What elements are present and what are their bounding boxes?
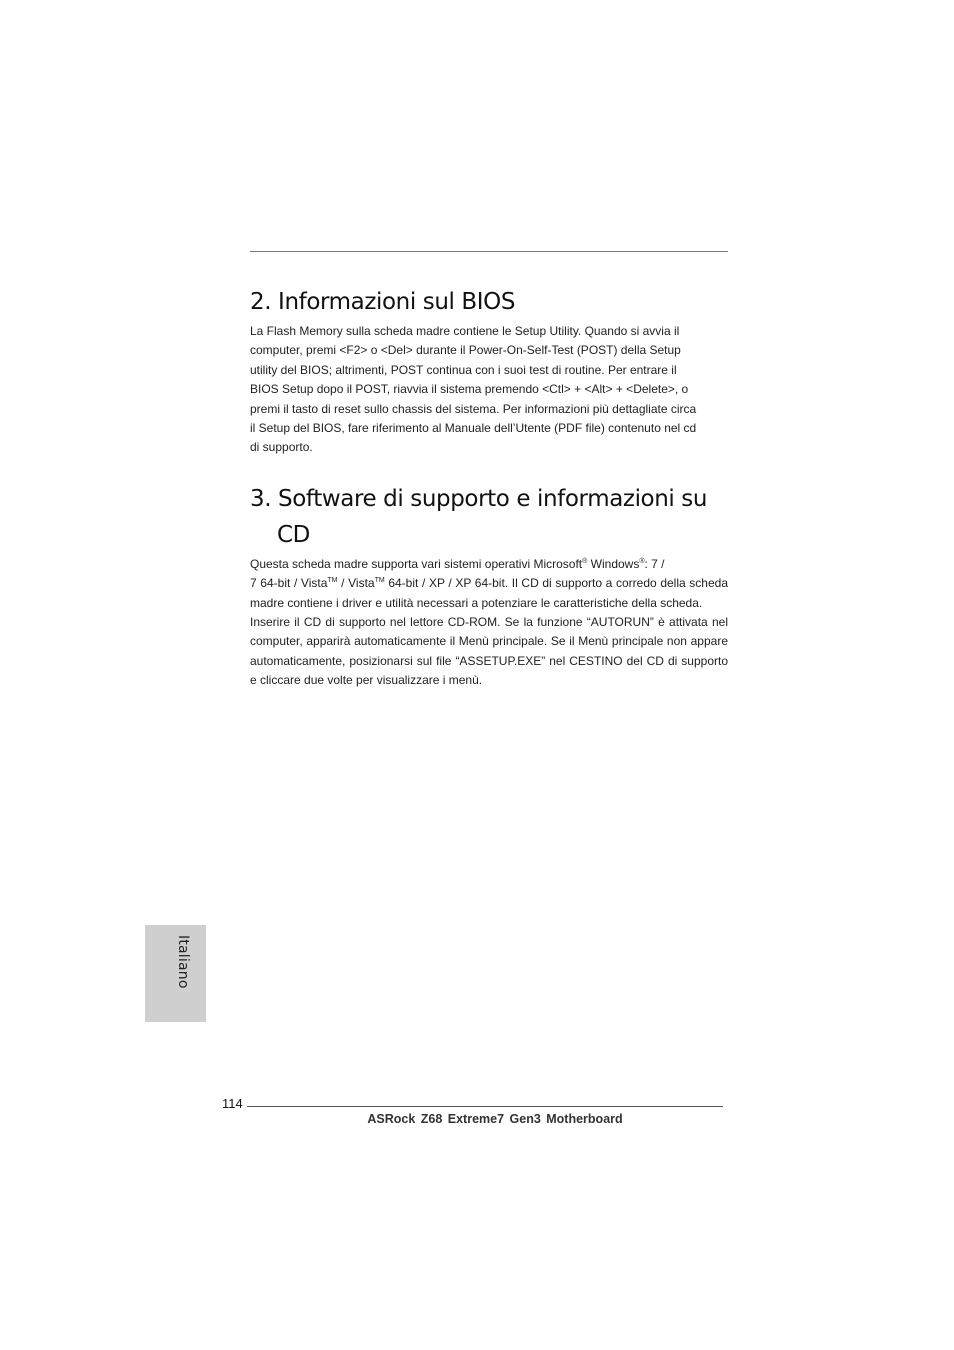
s2-line-5: premi il tasto di reset sullo chassis del sistema. Per informazioni più dettagliate circa xyxy=(250,401,697,416)
trademark-mark: TM xyxy=(374,577,385,585)
s3-p1-text-3: : 7 / xyxy=(644,556,665,571)
s3-p1-text-1: Questa scheda madre supporta vari sistemi operativi Microsoft xyxy=(250,556,583,571)
header-divider xyxy=(250,251,728,252)
s3-p1-text-5: / Vista xyxy=(337,576,375,591)
section-2-heading: 2. Informazioni sul BIOS xyxy=(250,289,516,315)
page-content xyxy=(250,284,728,691)
section-2-paragraph xyxy=(250,322,728,458)
language-tab xyxy=(145,925,206,1022)
language-tab-label: Italiano xyxy=(175,935,191,989)
registered-mark: ® xyxy=(639,557,645,565)
footer-divider xyxy=(247,1106,723,1107)
section-3-heading-line-1: 3. Software di supporto e informazioni su xyxy=(250,485,708,512)
registered-mark: ® xyxy=(582,557,588,565)
section-3-paragraph-1 xyxy=(250,555,728,613)
s2-line-6: il Setup del BIOS, fare riferimento al Manuale dell’Utente (PDF file) contenuto nel cd xyxy=(250,421,697,436)
s2-line-1: La Flash Memory sulla scheda madre contiene le Setup Utility. Quando si avvia il xyxy=(250,324,680,338)
s3-p1-text-4: 7 64-bit / Vista xyxy=(250,576,328,591)
s2-line-3: utility del BIOS; altrimenti, POST continua con i suoi test di routine. Per entrare il xyxy=(250,362,677,377)
s3-p1-text-2: Windows xyxy=(587,556,640,571)
section-3-heading xyxy=(250,481,728,553)
section-3-paragraph-2: Inserire il CD di supporto nel lettore CD-ROM. Se la funzione “AUTORUN” è attivata nel computer, apparirà automaticamente il Menù principale. Se il Menù principale non appare automaticamente, posizionarsi sul file “ASSETUP.EXE” nel CESTINO del CD di supporto e cliccare due volte per visualizzare i menù. xyxy=(250,615,728,688)
trademark-mark: TM xyxy=(327,577,338,585)
s2-line-4: BIOS Setup dopo il POST, riavvia il sistema premendo <Ctl> + <Alt> + <Delete>, o xyxy=(250,382,689,397)
footer-title: ASRock Z68 Extreme7 Gen3 Motherboard xyxy=(367,1112,623,1126)
s3-p1-text-6: 64-bit / XP / XP 64-bit. Il CD di supporto a corredo della scheda madre contiene i driver e utilità necessari a potenziare le caratteristiche della scheda. xyxy=(250,576,729,610)
s2-line-2: computer, premi <F2> o <Del> durante il Power-On-Self-Test (POST) della Setup xyxy=(250,343,681,358)
page-number: 114 xyxy=(222,1096,243,1111)
s2-line-7: di supporto. xyxy=(250,440,313,455)
section-3-heading-line-2: CD xyxy=(277,521,310,548)
